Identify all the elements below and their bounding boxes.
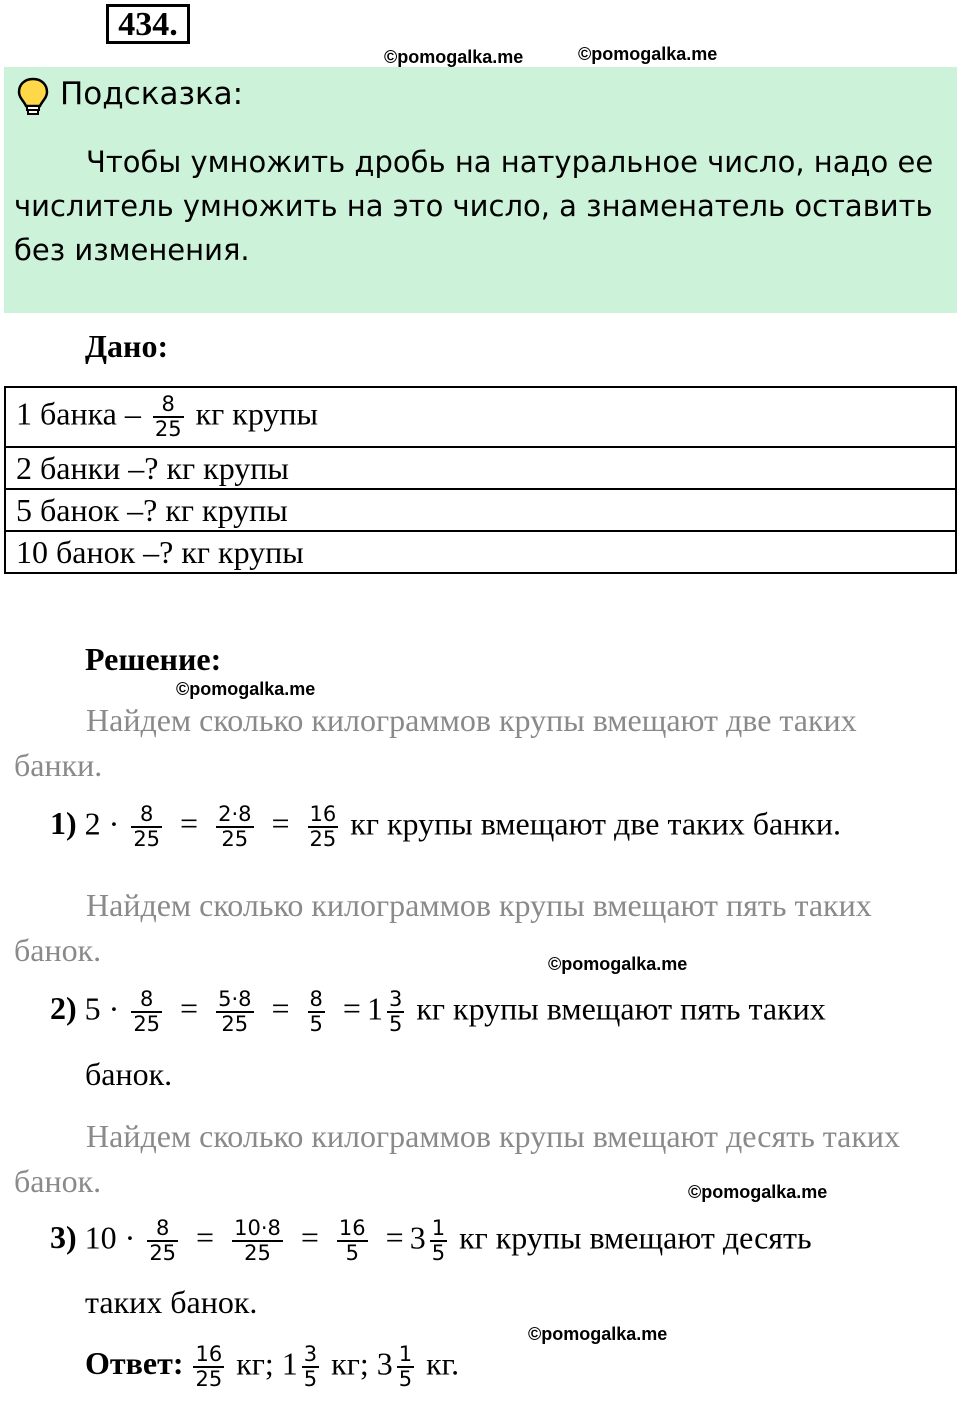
fraction-numerator: 8	[131, 803, 162, 828]
equals-sign: =	[180, 990, 199, 1027]
given-row-prefix: 10 банок –?	[16, 533, 174, 570]
equals-sign: =	[271, 990, 290, 1027]
given-row-prefix: 1 банка –	[16, 395, 141, 432]
fraction-denominator: 5	[388, 1012, 403, 1037]
watermark: ©pomogalka.me	[578, 44, 718, 64]
given-row	[5, 489, 956, 531]
fraction	[232, 1217, 283, 1265]
given-row	[5, 387, 956, 447]
fraction-numerator: 16	[308, 803, 339, 828]
fraction-numerator: 8	[147, 1217, 178, 1242]
step-factor: 2 ·	[84, 805, 120, 842]
step-continuation: таких банок.	[85, 1284, 258, 1320]
answer-unit: кг.	[426, 1345, 460, 1382]
fraction	[131, 988, 162, 1036]
fraction	[193, 1343, 224, 1391]
fraction-denominator: 25	[149, 1241, 177, 1266]
fraction-denominator: 25	[221, 827, 249, 852]
task-number: 434.	[106, 4, 190, 44]
fraction-denominator: 25	[221, 1012, 249, 1037]
step-label: 3)	[50, 1219, 77, 1256]
explain-text-content: Найдем сколько килограммов крупы вмещают две таких банки.	[14, 702, 857, 783]
fraction	[153, 393, 184, 441]
fraction-numerator: 5·8	[216, 988, 253, 1013]
hint-text-content: Чтобы умножить дробь на натуральное число, надо ее числитель умножить на это число, а знаменатель оставить без изменения.	[14, 145, 934, 267]
fraction-numerator: 8	[153, 393, 184, 418]
given-row-suffix: кг крупы	[195, 395, 319, 432]
step-factor: 5 ·	[84, 990, 120, 1027]
explain-text	[14, 883, 914, 973]
fraction-numerator: 3	[387, 988, 404, 1013]
equals-sign: =	[271, 805, 290, 842]
solution-step-3	[50, 1217, 812, 1265]
hint-title: Подсказка:	[60, 76, 244, 112]
fraction	[216, 803, 253, 851]
fraction	[430, 1217, 447, 1265]
solution-heading: Решение:	[85, 641, 222, 677]
fraction-denominator: 5	[345, 1241, 359, 1266]
given-row-prefix: 2 банки –?	[16, 449, 159, 486]
given-row-suffix: кг крупы	[166, 449, 289, 486]
answer-unit: кг;	[236, 1345, 274, 1382]
fraction-numerator: 1	[397, 1343, 414, 1368]
step-text: кг крупы вмещают десять	[459, 1219, 812, 1256]
answer-unit: кг;	[331, 1345, 369, 1382]
equals-sign: =	[300, 1219, 319, 1256]
fraction-numerator: 2·8	[216, 803, 253, 828]
given-heading: Дано:	[85, 328, 169, 364]
fraction-denominator: 5	[303, 1367, 318, 1392]
fraction-denominator: 5	[431, 1241, 446, 1266]
step-text: кг крупы вмещают пять таких	[416, 990, 826, 1027]
given-row	[5, 531, 956, 573]
mixed-whole: 3	[376, 1345, 393, 1382]
step-label: 1)	[50, 805, 77, 842]
fraction-denominator: 25	[244, 1241, 271, 1266]
mixed-whole: 3	[409, 1219, 426, 1256]
step-label: 2)	[50, 990, 77, 1027]
given-row-suffix: кг крупы	[181, 533, 304, 570]
fraction	[308, 988, 325, 1036]
fraction	[147, 1217, 178, 1265]
answer-label: Ответ:	[85, 1345, 184, 1382]
equals-sign: =	[385, 1219, 404, 1256]
fraction-denominator: 25	[195, 1367, 223, 1392]
fraction	[216, 988, 253, 1036]
given-row-prefix: 5 банок –?	[16, 491, 158, 528]
given-table	[4, 386, 957, 574]
given-row	[5, 447, 956, 489]
explain-text	[14, 698, 914, 788]
watermark: ©pomogalka.me	[548, 954, 688, 974]
answer-line	[85, 1343, 459, 1391]
step-continuation: банок.	[85, 1056, 173, 1092]
mixed-whole: 1	[281, 1345, 298, 1382]
watermark: ©pomogalka.me	[176, 679, 316, 699]
hint-text	[14, 140, 944, 272]
explain-text-content: Найдем сколько килограммов крупы вмещают пять таких банок.	[14, 887, 872, 968]
fraction	[337, 1217, 368, 1265]
fraction	[308, 803, 339, 851]
fraction-denominator: 5	[398, 1367, 413, 1392]
step-text: кг крупы вмещают две таких банки.	[350, 805, 841, 842]
lightbulb-icon	[16, 76, 50, 121]
equals-sign: =	[196, 1219, 215, 1256]
mixed-whole: 1	[366, 990, 383, 1027]
fraction-numerator: 8	[308, 988, 325, 1013]
solution-step-2	[50, 988, 826, 1036]
fraction	[302, 1343, 319, 1391]
fraction-numerator: 10·8	[232, 1217, 283, 1242]
fraction-numerator: 3	[302, 1343, 319, 1368]
fraction	[397, 1343, 414, 1391]
fraction-numerator: 1	[430, 1217, 447, 1242]
solution-step-1	[50, 803, 841, 851]
fraction-denominator: 5	[309, 1012, 323, 1037]
given-row-suffix: кг крупы	[165, 491, 288, 528]
fraction-denominator: 25	[154, 417, 182, 441]
equals-sign: =	[180, 805, 199, 842]
fraction	[387, 988, 404, 1036]
fraction-numerator: 16	[337, 1217, 368, 1242]
fraction	[131, 803, 162, 851]
watermark: ©pomogalka.me	[688, 1182, 828, 1202]
fraction-denominator: 25	[309, 827, 337, 852]
fraction-denominator: 25	[133, 1012, 161, 1037]
equals-sign: =	[342, 990, 361, 1027]
explain-text-content: Найдем сколько килограммов крупы вмещают десять таких банок.	[14, 1118, 901, 1199]
step-factor: 10 ·	[84, 1219, 136, 1256]
fraction-numerator: 8	[131, 988, 162, 1013]
fraction-denominator: 25	[133, 827, 161, 852]
fraction-numerator: 16	[193, 1343, 224, 1368]
watermark: ©pomogalka.me	[384, 47, 524, 67]
watermark: ©pomogalka.me	[528, 1324, 668, 1344]
